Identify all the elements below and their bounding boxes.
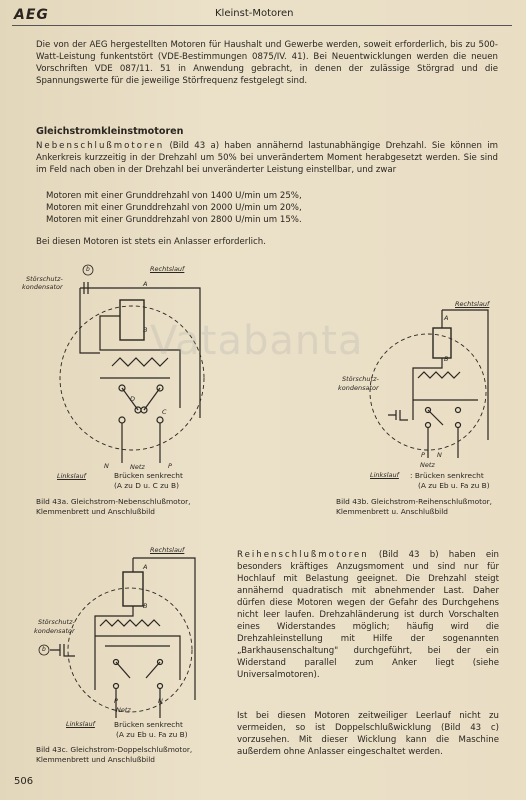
fig-b-linkslauf: Linkslauf	[370, 471, 399, 479]
fig-c-stoer-label: Störschutz-	[38, 618, 75, 626]
nebenschluss-paragraph	[36, 140, 498, 176]
fig-b-N-label: N	[437, 451, 442, 459]
fig-c-N-label: N	[158, 697, 163, 705]
fig-b-P-label: P	[421, 451, 425, 459]
fig-c-stoer-label-2: kondensator	[34, 627, 75, 635]
fig-a-netz-label: Netz	[130, 463, 145, 471]
fig-a-bruecken: Brücken senkrecht	[114, 471, 183, 480]
fig-a-B-label: B	[143, 326, 148, 334]
anlasser-note: Bei diesen Motoren ist stets ein Anlasser erforderlich.	[36, 237, 266, 247]
fig-b-stoer-label-2: kondensator	[338, 384, 379, 392]
section-heading: Gleichstromkleinstmotoren	[36, 126, 184, 137]
speed-item: Motoren mit einer Grunddrehzahl von 2800 U/min um 15%.	[46, 215, 302, 225]
fig-b-A-label: A	[444, 314, 449, 322]
fig-a-b-label: b	[86, 266, 90, 273]
fig-c-B-label: B	[143, 602, 148, 610]
fig-c-caption: Bild 43c. Gleichstrom-Doppelschlußmotor,	[36, 745, 193, 754]
fig-c-P-label: P	[114, 697, 118, 705]
fig-a-caption: Bild 43a. Gleichstrom-Nebenschlußmotor,	[36, 497, 191, 506]
fig-b-bruecken-2: (A zu Eb u. Fa zu B)	[418, 481, 490, 490]
doppelschluss-paragraph: Ist bei diesen Motoren zeitweiliger Leerlauf nicht zu vermeiden, so ist Doppelschlußwicklung (Bild 43 c) vorzusehen. Mit dieser Wicklung kann die Maschine außerdem ohne Anlasser eingeschaltet werden.	[237, 711, 499, 757]
fig-c-bruecken: Brücken senkrecht	[114, 720, 183, 729]
fig-a-A-label: A	[143, 280, 148, 288]
running-title: Kleinst-Motoren	[215, 8, 294, 19]
reihenschluss-text: (Bild 43 b) haben ein besonders kräftiges Anzugsmoment und sind nur für Hochlauf mit Belastung geeignet. Die Drehzahl steigt annähernd quadratisch mit abnehmender Last. Daher dürfen diese Motoren wegen der Gefahr des Durchgehens nicht leer laufen. Drehzahländerung ist durch Vorschalten eines Widerstandes möglich; häufig wird die Drehzahleinstellung mit Hilfe der sogenannten „Barkhausenschaltung" durchgeführt, bei der ein Widerstand parallel zum Anker liegt (siehe Universalmotoren).	[237, 550, 499, 680]
fig-c-caption-2: Klemmenbrett und Anschlußbild	[36, 755, 155, 764]
fig-b-netz-label: Netz	[420, 461, 435, 469]
page-number: 506	[14, 776, 34, 787]
fig-a-bruecken-2: (A zu D u. C zu B)	[114, 481, 180, 490]
aeg-logo: AEG	[14, 7, 49, 23]
fig-a-stoer-label-2: kondensator	[22, 283, 63, 291]
fig-c-linkslauf: Linkslauf	[66, 720, 95, 728]
watermark: Vatabanta	[150, 318, 364, 364]
speed-list	[46, 190, 302, 226]
fig-c-b-label: b	[42, 646, 46, 653]
fig-c-netz-label: Netz	[116, 706, 131, 714]
fig-a-linkslauf: Linkslauf	[57, 472, 86, 480]
intro-paragraph: Die von der AEG hergestellten Motoren für Haushalt und Gewerbe werden, soweit erforderlich, bis zu 500-Watt-Leistung funkentstört (VDE-Bestimmungen 0875/IV. 41). Bei Neuentwicklungen werden die neuen Vorschriften VDE 087/11. 51 in Anwendung gebracht, in denen der zulässige Störgrad und die Spannungswerte für die jeweilige Störfrequenz festgelegt sind.	[36, 40, 498, 86]
fig-a-caption-2: Klemmenbrett und Anschlußbild	[36, 507, 155, 516]
fig-c-rechtslauf: Rechtslauf	[150, 546, 185, 554]
nebenschluss-text: (Bild 43 a) haben annähernd lastunabhängige Drehzahl. Sie können im Ankerkreis kurzzeitig in der Drehzahl um 50% bei unverändertem Moment herabgesetzt werden. Sie sind im Feld nach oben in der Drehzahl bei unveränderter Leistung einstellbar, und zwar	[36, 141, 498, 175]
speed-item: Motoren mit einer Grunddrehzahl von 1400 U/min um 25%,	[46, 191, 302, 201]
fig-b-B-label: B	[444, 355, 449, 363]
figure-43c-diagram	[30, 550, 225, 720]
fig-c-A-label: A	[143, 563, 148, 571]
speed-item: Motoren mit einer Grunddrehzahl von 2000 U/min um 20%,	[46, 203, 302, 213]
fig-a-P-label: P	[168, 462, 172, 470]
fig-b-stoer-label: Störschutz-	[342, 375, 379, 383]
fig-a-C-label: C	[162, 408, 167, 416]
nebenschluss-term: Nebenschlußmotoren	[36, 141, 165, 151]
fig-a-stoer-label: Störschutz-	[26, 275, 63, 283]
reihenschluss-term: Reihenschlußmotoren	[237, 550, 369, 560]
fig-a-rechtslauf: Rechtslauf	[150, 265, 185, 273]
fig-b-bruecken: : Brücken senkrecht	[410, 471, 484, 480]
fig-b-rechtslauf: Rechtslauf	[455, 300, 490, 308]
header-rule	[12, 25, 512, 26]
fig-a-D-label: D	[130, 395, 136, 403]
fig-b-caption-2: Klemmenbrett u. Anschlußbild	[336, 507, 448, 516]
fig-b-caption: Bild 43b. Gleichstrom-Reihenschlußmotor,	[336, 497, 492, 506]
fig-c-bruecken-2: (A zu Eb u. Fa zu B)	[116, 730, 188, 739]
fig-a-N-label: N	[104, 462, 109, 470]
reihenschluss-paragraph	[237, 549, 499, 681]
